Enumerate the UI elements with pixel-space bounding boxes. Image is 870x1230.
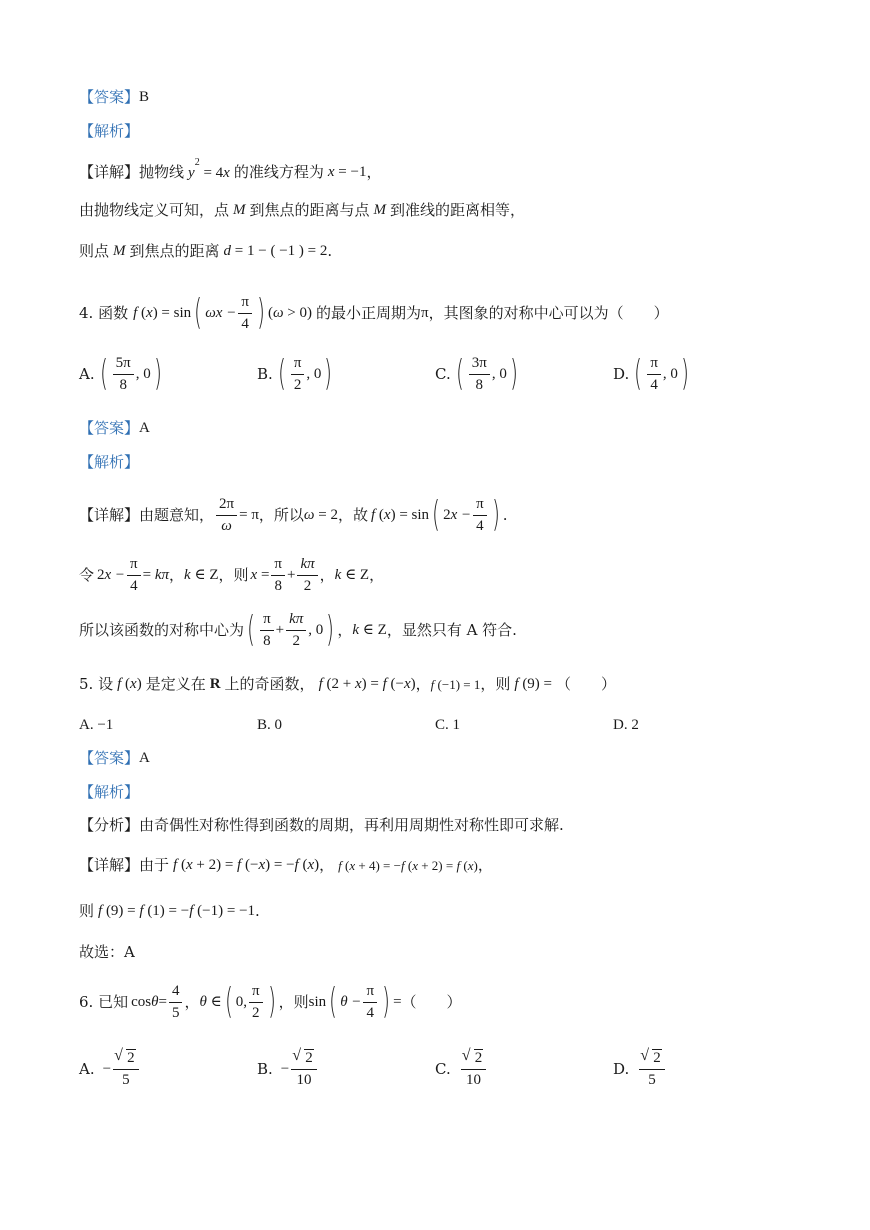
option-sign: − xyxy=(280,1060,290,1077)
text: 的准线方程为 xyxy=(233,163,324,181)
text: 4. 函数 xyxy=(79,303,129,322)
q5-analysis-line xyxy=(79,818,564,833)
text: 则 xyxy=(79,902,95,920)
q4-option-a[interactable]: A. ( $\frac{5\pi}{8}$ , 0 ) xyxy=(79,352,162,394)
text: 是定义在 xyxy=(145,675,206,693)
formula: M xyxy=(233,202,246,218)
option-den: 5 xyxy=(648,1071,656,1088)
answer-value: A xyxy=(139,750,150,766)
q6-stem: 6. 已知 cos θ = $\frac{4}{5}$ ， θ ∈ ( 0, $\frac{\pi}{2}$ ) ，则 sin ( θ − $\frac{\pi}{4}$ ) = （ ） xyxy=(79,980,462,1022)
answer-tag: 【答案】 xyxy=(79,419,140,437)
option-letter: B. xyxy=(257,1060,273,1078)
answer-tag: 【答案】 xyxy=(79,88,140,106)
formula: d = 1 − ( −1 ) = 2 xyxy=(223,243,328,259)
text: （ ） xyxy=(401,992,462,1011)
analysis-tag: 【解析】 xyxy=(79,122,140,140)
text: 由于 xyxy=(139,856,170,874)
q5-analysis-tag xyxy=(79,785,139,800)
q4-analysis-tag xyxy=(79,455,139,470)
q5-answer-line xyxy=(79,751,150,766)
formula: f (x) = sin xyxy=(133,304,192,321)
option-den: 2 xyxy=(293,376,302,393)
q4-stem: 4. 函数 f (x) = sin ( ωx − $\frac{\pi}{4}$ ) (ω > 0) 的最小正周期为 π ，其图象的对称中心可以为（ ） xyxy=(79,291,669,333)
text: ， xyxy=(169,565,185,584)
text: ，其图象的对称中心可以为（ ） xyxy=(428,303,669,322)
option-den: 8 xyxy=(475,376,484,393)
option-letter: B. xyxy=(257,365,273,383)
text: 由抛物线定义可知，点 xyxy=(79,201,230,219)
text: 上的奇函数， xyxy=(224,675,315,693)
option-num: 3π xyxy=(469,355,490,375)
q6-option-a[interactable]: A. − √ $\frac{2}{5}$ xyxy=(79,1050,141,1088)
q4-option-b[interactable]: B. ( $\frac{\pi}{2}$ , 0 ) xyxy=(257,352,333,394)
text: 6. 已知 xyxy=(79,992,129,1011)
q3-detail-line-3: 则点 M 到焦点的距离 d = 1 − ( −1 ) = 2 . xyxy=(79,242,333,260)
text: ，则 xyxy=(278,992,309,1011)
option-den: 4 xyxy=(650,376,658,393)
q5-detail-line-2: 则 f (9) = f (1) = −f (−1) = −1 . xyxy=(79,902,260,920)
option-den: 10 xyxy=(465,1071,481,1088)
text: 令 xyxy=(79,565,95,584)
option-letter: A. xyxy=(79,365,95,383)
q4-option-d[interactable]: D. ( $\frac{\pi}{4}$ , 0 ) xyxy=(613,352,689,394)
q6-option-b[interactable]: B. − √ $\frac{2}{10}$ xyxy=(257,1050,319,1088)
analysis-tag: 【解析】 xyxy=(79,453,140,471)
text: 到准线的距离相等， xyxy=(390,201,526,219)
option-den: 8 xyxy=(119,376,127,393)
q5-option-a[interactable]: A. −1 xyxy=(79,717,114,733)
text: ，则 xyxy=(218,565,249,584)
answer-value: B xyxy=(139,89,150,105)
text: （ ） xyxy=(556,675,617,693)
option-num: π xyxy=(647,355,661,375)
option-letter: A. xyxy=(79,1060,95,1078)
formula: x = −1 xyxy=(327,164,367,180)
option-den: 5 xyxy=(122,1071,130,1088)
q5-detail-line-1: 【详解】 由于 f (x + 2) = f (−x) = −f (x) ， f (x + 4) = −f (x + 2) = f (x) ， xyxy=(79,856,493,874)
analysis-tag: 【解析】 xyxy=(79,783,140,801)
answer-tag: 【答案】 xyxy=(79,749,140,767)
q6-option-d[interactable]: D. √ $\frac{2}{5}$ xyxy=(613,1050,667,1088)
q4-detail-line-2: 令 2x − $\frac{\pi}{4}$ = kπ ， k ∈ Z ，则 x = $\frac{\pi}{8}$ + $\frac{k\pi}{2}$ ， k ∈ Z ， xyxy=(79,556,385,594)
q6-option-c[interactable]: C. √ $\frac{2}{10}$ xyxy=(435,1050,488,1088)
text: 5. 设 xyxy=(79,675,114,693)
fenxi-tag: 【分析】 xyxy=(79,816,140,834)
text: 故选：A xyxy=(79,943,135,961)
text: ， xyxy=(319,565,335,584)
q3-detail-line-2 xyxy=(79,203,525,218)
detail-tag: 【详解】 xyxy=(79,505,140,524)
q4-detail-line-1: 【详解】 由题意知， $\frac{2\pi}{\omega}$ = π ，所以 ω = 2 ，故 f (x) = sin ( 2x − $\frac{\pi}{4}$ ) . xyxy=(79,493,508,535)
option-sign: − xyxy=(102,1060,112,1077)
q3-answer-line xyxy=(79,90,149,105)
q4-option-c[interactable]: C. ( $\frac{3\pi}{8}$ , 0 ) xyxy=(435,352,518,394)
text: ，故 xyxy=(337,505,368,524)
q5-option-c[interactable]: C. 1 xyxy=(435,717,461,733)
text: ， xyxy=(369,565,385,584)
option-letter: D. xyxy=(613,1060,630,1078)
detail-tag: 【详解】 xyxy=(79,856,140,874)
option-letter: C. xyxy=(435,1060,451,1078)
text: ，则 xyxy=(480,675,511,693)
option-den: 10 xyxy=(296,1071,312,1088)
text: ，所以 xyxy=(258,505,304,524)
q5-option-d[interactable]: D. 2 xyxy=(613,717,639,733)
q5-choice-line xyxy=(79,945,135,960)
detail-tag: 【详解】 xyxy=(79,163,140,181)
formula: M xyxy=(373,202,387,218)
option-num: 5π xyxy=(113,355,134,375)
option-letter: C. xyxy=(435,365,451,383)
text: 的最小正周期为 xyxy=(316,303,422,322)
text: 到焦点的距离 xyxy=(129,242,220,260)
q3-detail-line-1: 【详解】 抛物线 $y^2 = 4x$ 的准线方程为 x = −1 ， xyxy=(79,157,382,181)
q5-option-b[interactable]: B. 0 xyxy=(257,717,283,733)
answer-value: A xyxy=(139,420,150,436)
text: 由题意知， xyxy=(139,505,215,524)
text: 由奇偶性对称性得到函数的周期，再利用周期性对称性即可求解. xyxy=(139,816,564,834)
text: ， xyxy=(415,675,431,693)
text: ， xyxy=(337,620,353,639)
option-num: π xyxy=(291,355,305,375)
formula: $y^2 = 4x$ xyxy=(188,157,230,181)
text: ，显然只有 A 符合. xyxy=(386,620,517,639)
text: 到焦点的距离与点 xyxy=(249,201,370,219)
q4-answer-line xyxy=(79,421,150,436)
q5-stem: 5. 设 f (x) 是定义在 R 上的奇函数， f (2 + x) = f (−x) ， f (−1) = 1 ，则 f (9) = （ ） xyxy=(79,675,617,693)
real-set-symbol: R xyxy=(209,676,221,692)
text: 所以该函数的对称中心为 xyxy=(79,620,245,639)
formula: M xyxy=(113,243,126,259)
q3-analysis-tag xyxy=(79,124,139,139)
text: 抛物线 xyxy=(139,163,185,181)
text: 则点 xyxy=(79,242,110,260)
option-letter: D. xyxy=(613,365,630,383)
q4-detail-line-3: 所以该函数的对称中心为 ( $\frac{\pi}{8}$ + $\frac{k\pi}{2}$ , 0 ) ， k ∈ Z ，显然只有 A 符合. xyxy=(79,608,517,650)
text: ， xyxy=(184,992,200,1011)
